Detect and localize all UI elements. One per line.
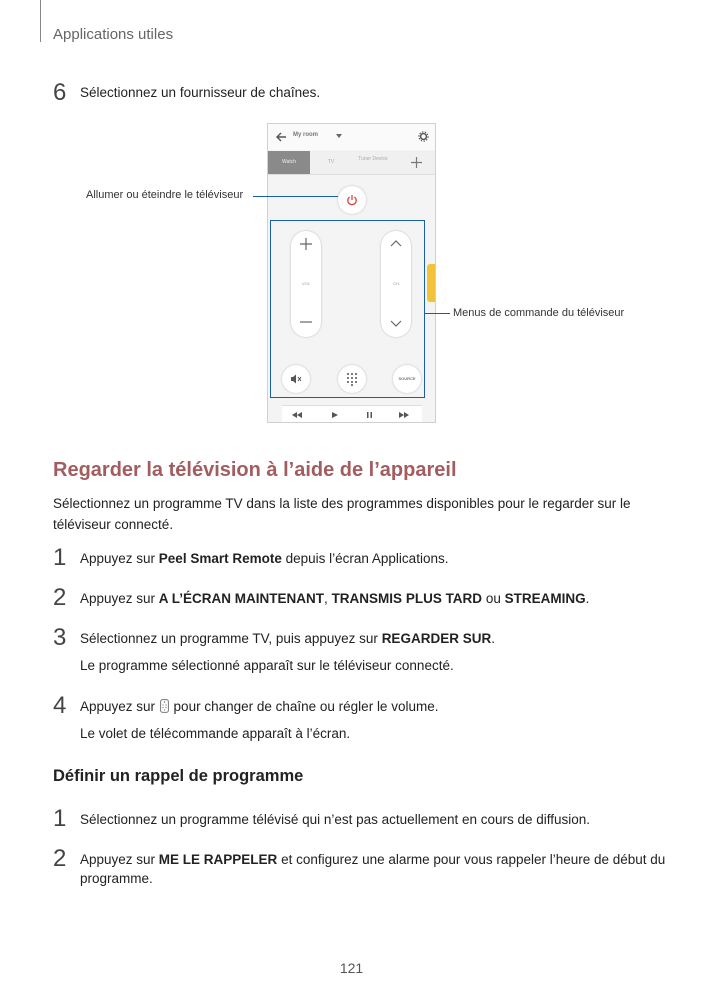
reminder-step-2-number: 2 [53, 845, 67, 872]
step-2-number: 2 [53, 584, 67, 611]
phone-app-bar [268, 124, 435, 150]
pause-icon [367, 412, 372, 418]
power-icon [346, 194, 358, 206]
plus-icon [411, 157, 422, 168]
reminder-step-1-number: 1 [53, 805, 67, 832]
room-label: My room [293, 132, 319, 138]
step-3-subtext: Le programme sélectionné apparaît sur le téléviseur connecté. [80, 658, 454, 673]
remote-icon [160, 699, 169, 713]
power-button [338, 186, 366, 214]
phone-tab-tv: TV [327, 159, 335, 165]
power-callout-label: Allumer ou éteindre le téléviseur [86, 189, 244, 201]
step-4-subtext: Le volet de télécommande apparaît à l’écran. [80, 726, 351, 741]
dropdown-icon [336, 134, 342, 139]
gear-icon [418, 131, 429, 142]
reminder-step-1-text: Sélectionnez un programme télévisé qui n’est pas actuellement en cours de diffusion. [80, 812, 591, 827]
power-callout-line [253, 196, 338, 197]
step-4-number: 4 [53, 692, 67, 719]
tv-controls-callout-box [270, 220, 425, 398]
subsection-title: Définir un rappel de programme [53, 767, 304, 785]
phone-tabs [268, 151, 435, 175]
phone-tab-watch: Watch [268, 151, 310, 174]
step-2-text: Appuyez sur A L’ÉCRAN MAINTENANT, TRANSMIS PLUS TARD ou STREAMING. [80, 591, 590, 606]
source-label: SOURCE [398, 376, 416, 381]
header-title: Applications utiles [53, 26, 174, 43]
section-title: Regarder la télévision à l’aide de l’appareil [53, 459, 457, 481]
step-3-text: Sélectionnez un programme TV, puis appuyez sur REGARDER SUR. [80, 631, 495, 646]
menus-callout-line [424, 313, 450, 314]
phone-tab-device: Tuner Device [358, 156, 388, 162]
step-1-text: Appuyez sur Peel Smart Remote depuis l’écran Applications. [80, 551, 449, 566]
rewind-icon [292, 412, 302, 418]
section-intro: Sélectionnez un programme TV dans la liste des programmes disponibles pour le regarder sur le téléviseur connecté. [53, 496, 631, 532]
channel-label: CH [393, 281, 399, 286]
play-icon [332, 412, 338, 418]
step-1-number: 1 [53, 544, 67, 571]
fast-forward-icon [399, 412, 409, 418]
page-number: 121 [339, 960, 364, 976]
step-6-number: 6 [53, 79, 67, 106]
step-4-text: Appuyez sur pour changer de chaîne ou régler le volume. [80, 699, 439, 714]
playback-bar [282, 405, 422, 423]
volume-label: VOL [301, 281, 310, 286]
reminder-step-2-text: Appuyez sur ME LE RAPPELER et configurez une alarme pour vous rappeler l’heure de début du programme. [80, 852, 666, 886]
header-rule [40, 0, 41, 42]
side-panel-handle [427, 264, 435, 302]
menus-callout-label: Menus de commande du téléviseur [453, 307, 625, 319]
step-6-text: Sélectionnez un fournisseur de chaînes. [80, 85, 321, 100]
back-arrow-icon [275, 131, 287, 143]
step-3-number: 3 [53, 624, 67, 651]
